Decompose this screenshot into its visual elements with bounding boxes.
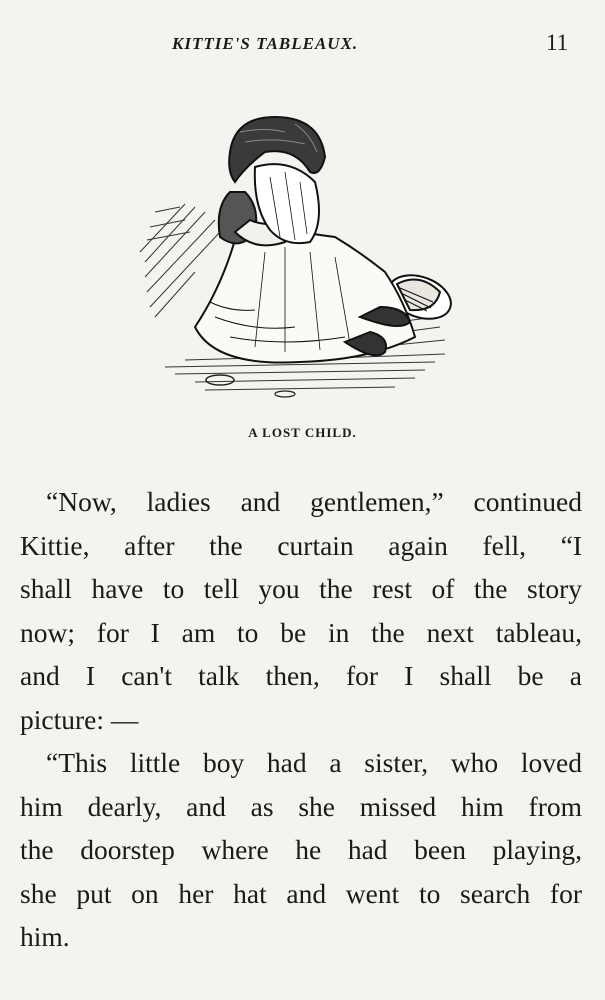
page-number: 11	[546, 30, 569, 55]
illustration-crying-child	[135, 112, 460, 412]
text-line: “This little boy had a sister, who loved	[46, 747, 582, 778]
text-line: picture: —	[20, 703, 139, 735]
text-line: and I can't talk then, for I shall be a	[20, 660, 582, 691]
running-title: KITTIE'S TABLEAUX.	[172, 34, 359, 53]
running-head	[0, 30, 605, 64]
text-line: him.	[20, 921, 70, 952]
child-figure	[195, 117, 415, 363]
text-line: she put on her hat and went to search for	[20, 877, 582, 909]
body-text	[20, 480, 582, 959]
text-line: Kittie, after the curtain again fell, “I	[20, 529, 582, 561]
figure-caption: A LOST CHILD.	[248, 425, 357, 440]
text-line: “Now, ladies and gentlemen,” continued	[46, 486, 582, 517]
text-line: him dearly, and as she missed him from	[20, 790, 582, 822]
text-line: now; for I am to be in the next tableau,	[20, 616, 582, 648]
text-line: shall have to tell you the rest of the story	[20, 573, 582, 604]
text-line: the doorstep where he had been playing,	[20, 834, 582, 865]
